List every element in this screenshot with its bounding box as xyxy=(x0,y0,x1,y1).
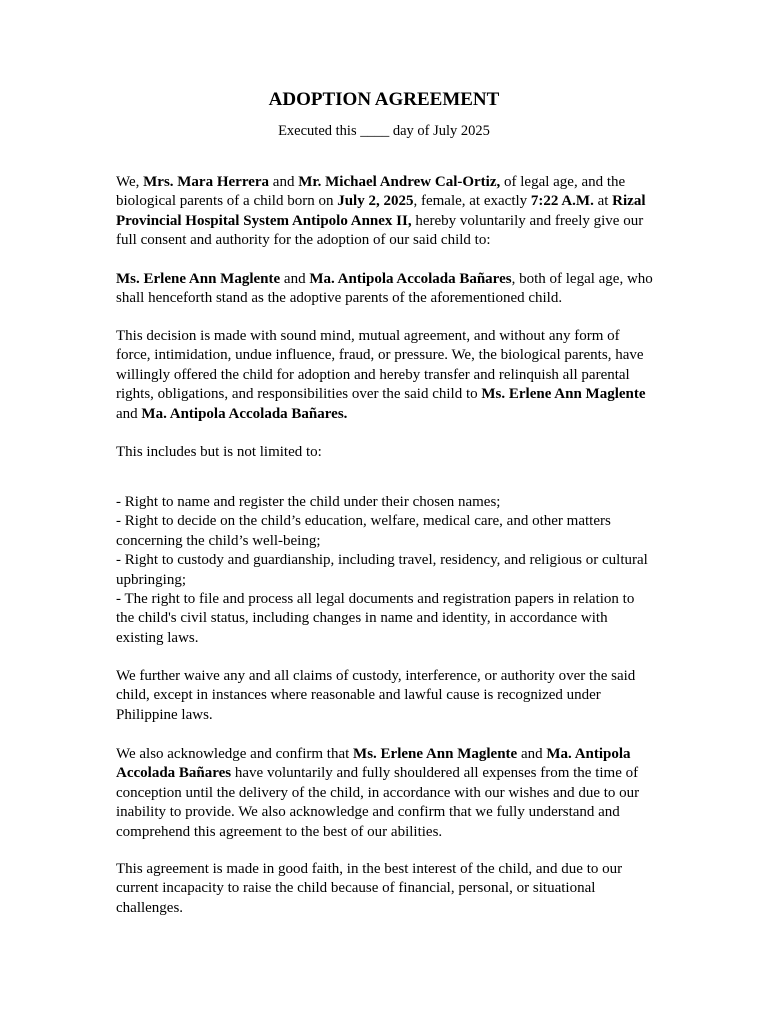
text-run: We also acknowledge and confirm that xyxy=(116,746,354,762)
adoptive-parent-1-name: Ms. Erlene Ann Maglente xyxy=(353,746,518,762)
text-run: This decision is made with sound mind, mutual agreement, and without any form of force, intimidation, undue influence, fraud, or pressure. We, the biological parents, have willingly offered the child for adoption and hereby transfer and relinquish all parental rights, obligations, and responsibilities over the said child to xyxy=(116,328,644,403)
paragraph-acknowledgement xyxy=(116,745,656,842)
list-item: - The right to file and process all legal documents and registration papers in relation to the child's civil status, including changes in name and identity, in accordance with existing laws. xyxy=(116,591,635,646)
paragraph-good-faith: This agreement is made in good faith, in the best interest of the child, and due to our current incapacity to raise the child because of financial, personal, or situational challenges. xyxy=(116,861,623,916)
list-item: - Right to name and register the child under their chosen names; xyxy=(116,494,501,510)
text-run: hereby voluntarily and freely give our full consent and authority for the adoption of our said child to: xyxy=(116,212,644,249)
birth-time: 7:22 A.M. xyxy=(530,193,594,210)
biological-mother-name: Mrs. Mara Herrera xyxy=(143,174,270,190)
text-run: of legal age, and the biological parents of a child born on xyxy=(116,174,626,210)
hospital-name: Rizal Provincial Hospital System Antipolo Annex II, xyxy=(116,193,646,229)
paragraph-decision xyxy=(116,327,656,424)
text-run: and xyxy=(269,174,299,190)
document-title: ADOPTION AGREEMENT xyxy=(268,89,500,110)
rights-list xyxy=(116,493,656,648)
list-item: - Right to custody and guardianship, including travel, residency, and religious or cultural upbringing; xyxy=(116,552,648,588)
text-run: , both of legal age, who shall henceforth stand as the adoptive parents of the aforementioned child. xyxy=(116,271,653,307)
biological-father-name: Mr. Michael Andrew Cal-Ortiz, xyxy=(298,174,501,190)
text-run: have voluntarily and fully shouldered all expenses from the time of conception until the delivery of the child, in accordance with our wishes and due to our inability to provide. We also acknowledge and confirm that we fully understand and comprehend this agreement to the best of our abilities. xyxy=(116,765,640,840)
adoptive-parent-2-name: Ma. Antipola Accolada Bañares xyxy=(116,746,631,782)
text-run: and xyxy=(280,271,310,287)
adoptive-parent-2-name: Ma. Antipola Accolada Bañares xyxy=(309,271,512,287)
document-subtitle: Executed this ____ day of July 2025 xyxy=(278,123,490,139)
paragraph-includes: This includes but is not limited to: xyxy=(116,444,322,460)
list-item: - Right to decide on the child’s education, welfare, medical care, and other matters concerning the child’s well-being; xyxy=(116,513,611,549)
text-run: at xyxy=(593,193,613,210)
paragraph-parties xyxy=(116,173,656,251)
birth-date: July 2, 2025 xyxy=(337,193,414,210)
paragraph-waiver: We further waive any and all claims of custody, interference, or authority over the said child, except in instances where reasonable and lawful cause is recognized under Philippine laws. xyxy=(116,668,636,723)
adoptive-parent-1-name: Ms. Erlene Ann Maglente xyxy=(481,386,646,403)
text-run: We, xyxy=(116,174,144,190)
adoptive-parent-2-name: Ma. Antipola Accolada Bañares. xyxy=(141,405,348,422)
text-run: and xyxy=(517,746,547,762)
text-run: and xyxy=(116,405,142,422)
text-run: , female, at exactly xyxy=(413,193,531,210)
paragraph-adoptive-parents xyxy=(116,270,656,309)
adoptive-parent-1-name: Ms. Erlene Ann Maglente xyxy=(116,271,281,287)
